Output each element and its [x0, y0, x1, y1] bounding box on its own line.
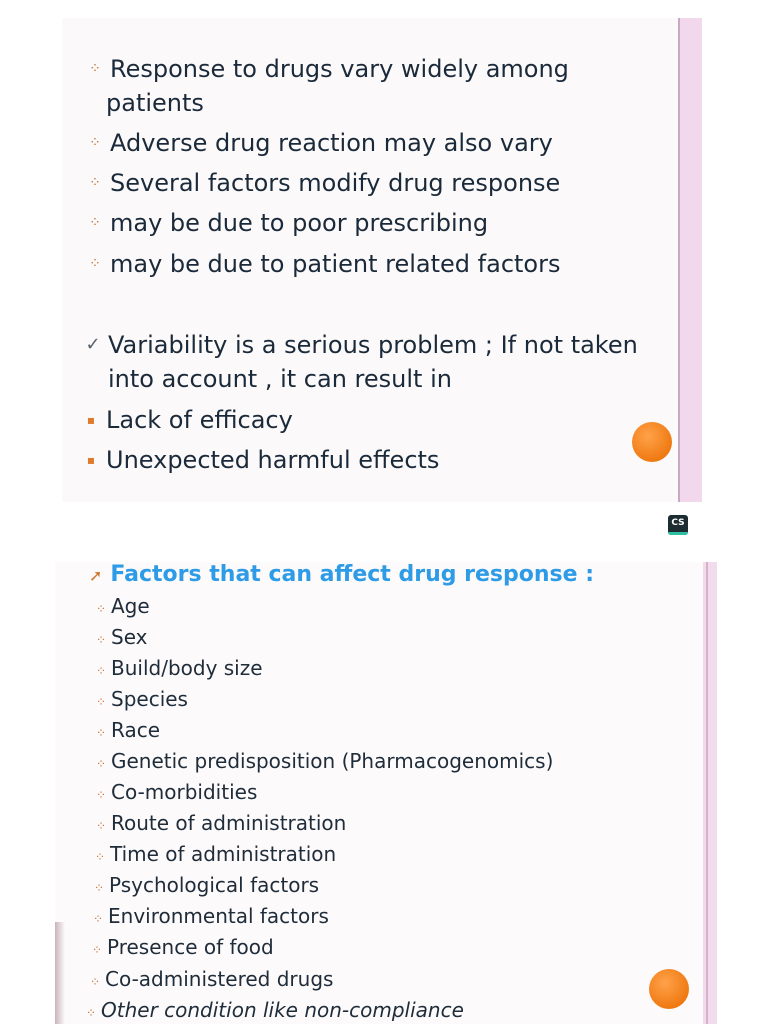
factor-item	[93, 686, 188, 715]
bullet-text-cont: patients	[106, 89, 204, 117]
diamond-dots-icon: ⁘	[89, 975, 101, 989]
factor-text: Presence of food	[107, 935, 274, 959]
diamond-dots-icon: ⁘	[95, 757, 107, 771]
arrow-bullet-icon: ➚	[89, 566, 103, 585]
factor-text: Environmental factors	[108, 904, 329, 928]
sub-item	[80, 403, 293, 437]
sub-item	[80, 443, 439, 477]
factor-item	[93, 624, 147, 653]
bullet-item	[84, 247, 560, 281]
factor-text: Species	[111, 687, 188, 711]
slide-1	[62, 18, 702, 502]
bullet-text: Several factors modify drug response	[110, 169, 561, 197]
square-bullet-icon: ▪	[86, 413, 96, 427]
factor-item	[89, 934, 274, 963]
sub-item-text: Lack of efficacy	[106, 406, 293, 434]
factor-item	[93, 779, 257, 808]
diamond-dots-icon: ⁘	[95, 726, 107, 740]
diamond-dots-icon: ⁘	[95, 695, 107, 709]
factor-text: Co-administered drugs	[105, 967, 334, 991]
factor-text: Other condition like non-compliance	[101, 998, 464, 1022]
factor-item	[93, 593, 150, 622]
orange-circle-decoration	[649, 969, 689, 1009]
sub-item-text: Unexpected harmful effects	[106, 446, 440, 474]
slide-2	[55, 562, 717, 1024]
diamond-dots-icon: ⁘	[92, 912, 104, 926]
diamond-dots-icon: ⁘	[89, 135, 101, 151]
heading-text: Factors that can affect drug response :	[110, 562, 595, 587]
slide-border-strip	[703, 562, 717, 1024]
factor-text: Route of administration	[111, 811, 347, 835]
diamond-dots-icon: ⁘	[95, 602, 107, 616]
diamond-dots-icon: ⁘	[93, 881, 105, 895]
diamond-dots-icon: ⁘	[95, 788, 107, 802]
factor-text: Psychological factors	[109, 873, 320, 897]
diamond-dots-icon: ⁘	[89, 215, 101, 231]
factor-item	[93, 655, 263, 684]
bullet-item	[84, 166, 560, 200]
bullet-item	[84, 206, 488, 240]
factor-item	[93, 748, 553, 777]
edge-shadow	[55, 922, 65, 1024]
factor-text: Race	[111, 718, 161, 742]
orange-circle-decoration	[632, 422, 672, 462]
diamond-dots-icon: ⁘	[89, 175, 101, 191]
factor-item	[87, 966, 333, 995]
bullet-text: Adverse drug reaction may also vary	[110, 129, 553, 157]
factor-item	[83, 997, 464, 1024]
bullet-item	[84, 126, 553, 160]
diamond-dots-icon: ⁘	[89, 61, 101, 77]
diamond-dots-icon: ⁘	[95, 633, 107, 647]
factor-item	[92, 841, 336, 870]
bullet-item	[84, 52, 569, 120]
diamond-dots-icon: ⁘	[85, 1006, 97, 1020]
factor-text: Co-morbidities	[111, 780, 258, 804]
factor-item	[93, 717, 160, 746]
factor-text: Time of administration	[110, 842, 337, 866]
diamond-dots-icon: ⁘	[91, 943, 103, 957]
factor-text: Build/body size	[111, 656, 263, 680]
bullet-text: Response to drugs vary widely among	[110, 55, 569, 83]
bullet-text: may be due to poor prescribing	[110, 209, 489, 237]
check-text-cont: into account , it can result in	[108, 365, 452, 393]
square-bullet-icon: ▪	[86, 453, 96, 467]
factor-text: Age	[111, 594, 150, 618]
factor-text: Sex	[111, 625, 148, 649]
factor-item	[91, 872, 319, 901]
diamond-dots-icon: ⁘	[89, 256, 101, 272]
factor-text: Genetic predisposition (Pharmacogenomics)	[111, 749, 554, 773]
factor-item	[93, 810, 346, 839]
camscanner-badge: CS	[668, 515, 688, 535]
factors-heading	[89, 562, 594, 589]
diamond-dots-icon: ⁘	[94, 850, 106, 864]
diamond-dots-icon: ⁘	[95, 664, 107, 678]
bullet-text: may be due to patient related factors	[110, 250, 561, 278]
slide-border-strip	[678, 18, 702, 502]
check-text: Variability is a serious problem ; If not taken	[108, 331, 638, 359]
diamond-dots-icon: ⁘	[95, 819, 107, 833]
check-item	[82, 328, 638, 396]
checkmark-icon: ✓	[85, 334, 101, 355]
factor-item	[90, 903, 329, 932]
